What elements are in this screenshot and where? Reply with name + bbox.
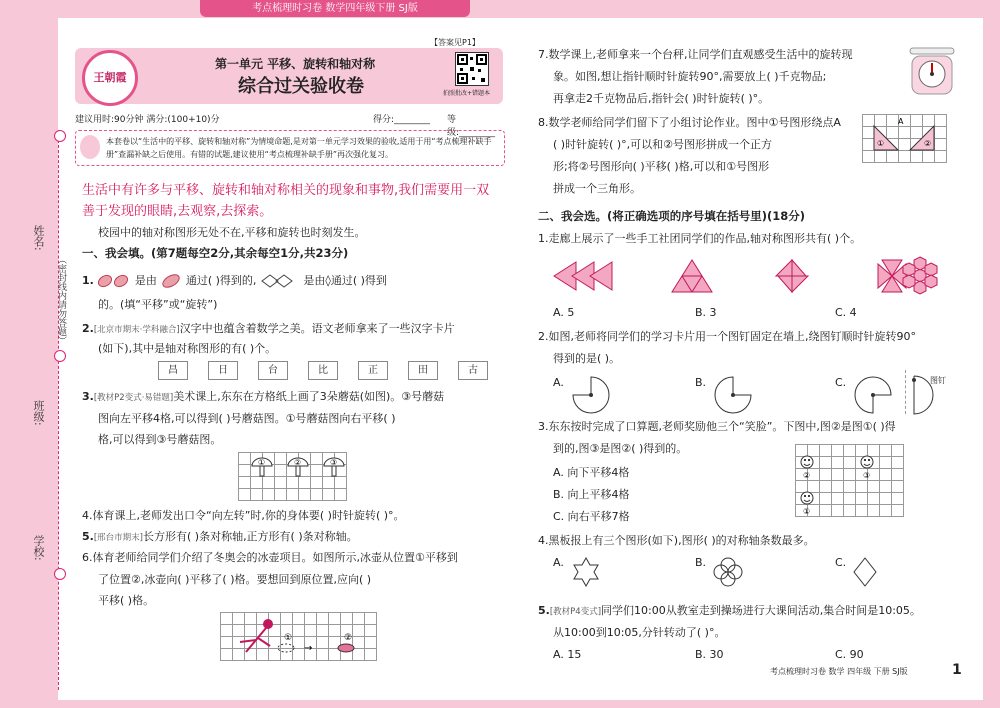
curling-player-icon bbox=[240, 620, 272, 652]
c4-text: 4.黑板报上有三个图形(如下),图形( )的对称轴条数最多。 bbox=[538, 534, 815, 547]
c1-option-c[interactable]: C. 4 bbox=[835, 306, 857, 319]
pinwheel-icon bbox=[776, 260, 808, 292]
c2-text-a: 2.如图,老师将同学们的学习卡片用一个图钉固定在墙上,绕图钉顺时针旋转90° bbox=[538, 330, 916, 343]
time-and-score: 建议用时:90分钟 满分:(100+10)分 bbox=[75, 115, 220, 125]
c5-text-a: 同学们10:00从教室走到操场进行大课间活动,集合时间是10:05。 bbox=[601, 604, 921, 617]
q6-text-b: 了位置②,冰壶向( )平移了( )格。要想回到原位置,应向( ) bbox=[98, 573, 372, 586]
c5-option-a[interactable]: A. 15 bbox=[553, 648, 582, 661]
hanzi-card: 比 bbox=[308, 361, 338, 380]
hanzi-card: 正 bbox=[358, 361, 388, 380]
top-banner: 考点梳理时习卷 数学四年级下册 SJ版 bbox=[200, 0, 470, 17]
seal-notice: （密封线内请勿答题） bbox=[56, 255, 66, 345]
fig-label-1: ① bbox=[258, 458, 266, 467]
school-label: 学校: bbox=[32, 535, 45, 561]
qr-code-icon[interactable] bbox=[455, 52, 489, 86]
hanzi-card: 田 bbox=[408, 361, 438, 380]
hanzi-card: 日 bbox=[208, 361, 238, 380]
unit-title: 第一单元 平移、旋转和轴对称 bbox=[215, 57, 376, 71]
q3-text-a: 美术课上,东东在方格纸上画了3朵蘑菇(如图)。③号蘑菇 bbox=[173, 390, 445, 403]
binding-hole bbox=[54, 350, 66, 362]
c2-option-c[interactable]: C. bbox=[835, 376, 847, 389]
star-hexagram-icon bbox=[570, 556, 602, 588]
q8-text-d: 拼成一个三角形。 bbox=[553, 182, 641, 195]
section-2-heading: 二、我会选。(将正确选项的序号填在括号里)(18分) bbox=[538, 209, 806, 223]
c2-text-b: 得到的是( )。 bbox=[553, 352, 621, 365]
pin-label: 图钉 bbox=[930, 376, 946, 385]
fig-label-1: ① bbox=[877, 139, 885, 148]
triangles-row-icon bbox=[554, 262, 612, 290]
c5-option-c[interactable]: C. 90 bbox=[835, 648, 864, 661]
c1-text: 1.走廊上展示了一些手工社团同学们的作品,轴对称图形共有( )个。 bbox=[538, 232, 862, 245]
smiley-grid bbox=[795, 444, 904, 517]
leaf-icon bbox=[160, 273, 182, 289]
c3-option-c[interactable]: C. 向右平移7格 bbox=[553, 510, 630, 523]
intro-text: 本套卷以“生活中的平移、旋转和轴对称”为情境命题,是对第一单元学习效果的验收,适用于用“考点梳理补缺手册”查漏补缺之后使用。有错的试题,建议使用“考点梳理补缺手册”再次强化复习。 bbox=[106, 137, 492, 159]
c5-source: [教材P4变式] bbox=[549, 607, 602, 617]
q7-text-a: 7.数学课上,老师拿来一个台秤,让同学们直观感受生活中的旋转现 bbox=[538, 48, 853, 61]
triangle-grid bbox=[862, 114, 947, 163]
q2-text-a: 汉字中也蕴含着数学之美。语文老师拿来了一些汉字卡片 bbox=[179, 322, 455, 335]
fig-label-3: ③ bbox=[863, 471, 871, 480]
binding-hole bbox=[54, 130, 66, 142]
q5-text: 长方形有( )条对称轴,正方形有( )条对称轴。 bbox=[142, 530, 358, 543]
intro-box bbox=[75, 130, 505, 166]
c5-option-b[interactable]: B. 30 bbox=[695, 648, 724, 661]
mascot-icon bbox=[80, 135, 100, 159]
q7-text-c: 再拿走2千克物品后,指针会( )时针旋转( )°。 bbox=[553, 92, 770, 105]
c3-option-a[interactable]: A. 向下平移4格 bbox=[553, 466, 630, 479]
curling-grid bbox=[220, 612, 377, 661]
hanzi-cards bbox=[158, 361, 488, 380]
q8-text-c: 形;将②号图形向( )平移( )格,可以和①号图形 bbox=[553, 160, 770, 173]
c4-option-b[interactable]: B. bbox=[695, 556, 707, 569]
pie-card-c-icon bbox=[852, 374, 894, 416]
context-text: 校园中的轴对称图形无处不在,平移和旋转也时刻发生。 bbox=[98, 226, 366, 239]
c1-option-b[interactable]: B. 3 bbox=[695, 306, 717, 319]
q8-text-b: ( )时针旋转( )°,可以和②号图形拼成一个正方 bbox=[553, 138, 773, 151]
point-a-label: A bbox=[898, 117, 904, 126]
fig-label-1: ① bbox=[284, 633, 293, 643]
fig-label-2: ② bbox=[294, 458, 302, 467]
divider bbox=[905, 370, 907, 414]
answer-reference: 【答案见P1】 bbox=[430, 38, 480, 47]
c1-option-a[interactable]: A. 5 bbox=[553, 306, 575, 319]
q5-source: [邢台市期末] bbox=[93, 533, 143, 543]
footer-text: 考点梳理时习卷 数学 四年级 下册 SJ版 bbox=[770, 667, 908, 676]
four-circle-flower-icon bbox=[712, 556, 744, 588]
qr-label: 拍照批改+错题本 bbox=[443, 90, 491, 97]
score-field[interactable]: 得分:________ bbox=[373, 115, 431, 125]
leaf-pair-icon bbox=[97, 273, 131, 289]
q1-number: 1. bbox=[82, 274, 94, 287]
hanzi-card: 古 bbox=[458, 361, 488, 380]
triangle-pyramid-icon bbox=[672, 260, 712, 292]
hexagon-cluster-icon bbox=[900, 256, 940, 296]
q2-text-b: (如下),其中是轴对称图形的有( )个。 bbox=[98, 342, 277, 355]
smiley-face-icon bbox=[861, 456, 873, 468]
rhombus-icon bbox=[852, 556, 878, 588]
page-number: 1 bbox=[952, 662, 962, 678]
q4: 4.体育课上,老师发出口令“向左转”时,你的身体要( )时针旋转( )°。 bbox=[82, 509, 405, 522]
q5: 5.[邢台市期末]长方形有( )条对称轴,正方形有( )条对称轴。 bbox=[82, 530, 358, 543]
hanzi-card: 台 bbox=[258, 361, 288, 380]
hanzi-card: 昌 bbox=[158, 361, 188, 380]
section-1-heading: 一、我会填。(第7题每空2分,其余每空1分,共23分) bbox=[82, 246, 349, 260]
c2-option-b[interactable]: B. bbox=[695, 376, 707, 389]
brand-logo: 王朝霞 bbox=[82, 50, 138, 106]
q1 bbox=[82, 270, 387, 291]
fig-label-3: ③ bbox=[330, 458, 338, 467]
pie-card-a-icon bbox=[570, 374, 612, 416]
q1-tail: 的。(填“平移”或“旋转”) bbox=[98, 298, 218, 311]
c5-text-b: 从10:00到10:05,分针转动了( )°。 bbox=[553, 626, 726, 639]
q2-source: [北京市期末·学科融合] bbox=[93, 325, 180, 335]
curling-stone-end bbox=[338, 644, 354, 652]
fig-label-2: ② bbox=[803, 471, 811, 480]
binding-hole bbox=[54, 568, 66, 580]
lead-text: 生活中有许多与平移、旋转和轴对称相关的现象和事物,我们需要用一双善于发现的眼睛,去观察,去探索。 bbox=[82, 183, 490, 219]
smiley-face-icon bbox=[801, 456, 813, 468]
q3-text-c: 格,可以得到③号蘑菇图。 bbox=[98, 433, 222, 446]
c4-option-a[interactable]: A. bbox=[553, 556, 564, 569]
mushroom-grid bbox=[238, 452, 347, 501]
c4-option-c[interactable]: C. bbox=[835, 556, 847, 569]
curling-stone-start bbox=[278, 644, 294, 652]
level-field[interactable]: 等级:________ bbox=[447, 115, 496, 138]
exam-info bbox=[75, 112, 503, 138]
q3: 3.[教材P2变式·易错题]美术课上,东东在方格纸上画了3朵蘑菇(如图)。③号蘑菇 bbox=[82, 390, 445, 403]
q6-text-a: 6.体育老师给同学们介绍了冬奥会的冰壶项目。如图所示,冰壶从位置①平移到 bbox=[82, 551, 458, 564]
c3-text-a: 3.东东按时完成了口算题,老师奖励他三个“笑脸”。下图中,图②是图①( )得 bbox=[538, 420, 896, 433]
class-label: 班级: bbox=[32, 400, 45, 426]
c5: 5.[教材P4变式]同学们10:00从教室走到操场进行大课间活动,集合时间是10:05。 bbox=[538, 604, 921, 617]
q3-source: [教材P2变式·易错题] bbox=[93, 393, 174, 403]
q1-text-d: 是由◊通过( )得到 bbox=[303, 274, 387, 287]
q3-text-b: 图向左平移4格,可以得到( )号蘑菇图。①号蘑菇图向右平移( ) bbox=[98, 412, 396, 425]
fig-label-2: ② bbox=[924, 139, 932, 148]
q1-text-b: 是由 bbox=[134, 274, 157, 287]
q6-text-c: 平移( )格。 bbox=[98, 594, 155, 607]
fig-label-1: ① bbox=[803, 507, 811, 516]
smiley-face-icon bbox=[801, 492, 813, 504]
fig-label-2: ② bbox=[344, 633, 353, 643]
diamond-pattern-icon bbox=[260, 273, 300, 289]
page-title: 综合过关验收卷 bbox=[238, 76, 364, 97]
name-label: 姓名: bbox=[32, 225, 45, 251]
kitchen-scale-icon bbox=[904, 44, 960, 96]
q1-text-c: 通过( )得到的, bbox=[185, 274, 257, 287]
arrow-icon: → bbox=[304, 643, 313, 654]
c3-option-b[interactable]: B. 向上平移4格 bbox=[553, 488, 630, 501]
q8-text-a: 8.数学老师给同学们留下了小组讨论作业。图中①号图形绕点A bbox=[538, 116, 841, 129]
q2: 2.[北京市期末·学科融合]汉字中也蕴含着数学之美。语文老师拿来了一些汉字卡片 bbox=[82, 322, 455, 335]
c2-option-a[interactable]: A. bbox=[553, 376, 564, 389]
pie-card-b-icon bbox=[712, 374, 754, 416]
q7-text-b: 象。如图,想让指针顺时针旋转90°,需要放上( )千克物品; bbox=[553, 70, 827, 83]
c1-figures bbox=[552, 258, 952, 294]
c3-text-b: 到的,图③是图②( )得到的。 bbox=[553, 442, 688, 455]
